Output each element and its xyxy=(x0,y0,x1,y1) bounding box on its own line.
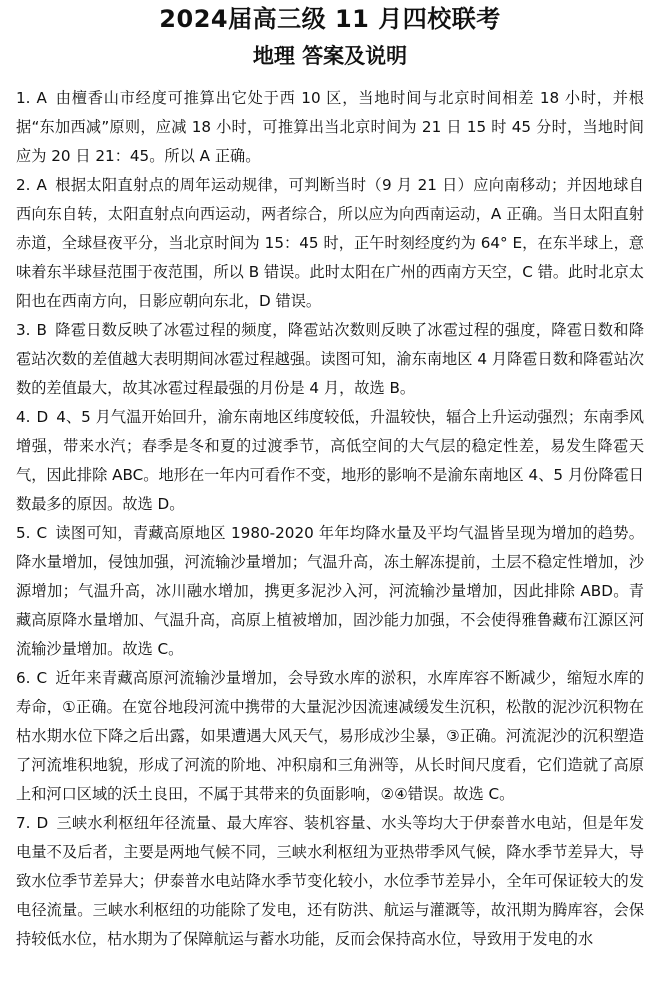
question-number: 2. xyxy=(16,176,31,194)
answer-item-7 xyxy=(16,809,644,954)
question-number: 3. xyxy=(16,321,31,339)
answer-explanation: 根据太阳直射点的周年运动规律，可判断当时（9 月 21 日）应向南移动；并因地球自西向东自转，太阳直射点向西运动，两者综合，所以应为向西南运动，A 正确。当日太阳直射赤道，全球昼夜平分，当北京时间为 15：45 时，正午时刻经度约为 64° E，在东半球上，意味着东半球昼范围于夜范围，所以 B 错误。此时太阳在广州的西南方天空，C 错。此时北京太阳也在西南方向，日影应朝向东北，D 错误。 xyxy=(16,176,644,310)
answer-list xyxy=(16,84,644,954)
answer-item-6 xyxy=(16,664,644,809)
page-title: 2024届高三级 11 月四校联考 xyxy=(159,5,501,33)
answer-letter: C xyxy=(36,524,48,542)
answer-explanation: 近年来青藏高原河流输沙量增加，会导致水库的淤积，水库库容不断减少，缩短水库的寿命，①正确。在宽谷地段河流中携带的大量泥沙因流速减缓发生沉积，松散的泥沙沉积物在枯水期水位下降之后出露，如果遭遇大风天气，易形成沙尘暴，③正确。河流泥沙的沉积塑造了河流堆积地貌，形成了河流的阶地、冲积扇和三角洲等，从长时间尺度看，它们造就了高原上和河口区域的沃土良田，不属于其带来的负面影响，②④错误。故选 C。 xyxy=(16,669,644,803)
answer-letter: C xyxy=(36,669,48,687)
question-number: 5. xyxy=(16,524,31,542)
question-number: 4. xyxy=(16,408,31,426)
answer-item-5 xyxy=(16,519,644,664)
answer-item-2 xyxy=(16,171,644,316)
answer-item-1 xyxy=(16,84,644,171)
answer-explanation: 降雹日数反映了冰雹过程的频度，降雹站次数则反映了冰雹过程的强度，降雹日数和降雹站次数的差值越大表明期间冰雹过程越强。读图可知，渝东南地区 4 月降雹日数和降雹站次数的差值最大，故其冰雹过程最强的月份是 4 月，故选 B。 xyxy=(16,321,644,397)
answer-explanation: 4、5 月气温开始回升，渝东南地区纬度较低，升温较快，辐合上升运动强烈；东南季风增强，带来水汽；春季是冬和夏的过渡季节，高低空间的大气层的稳定性差，易发生降雹天气，因此排除 ABC。地形在一年内可看作不变，地形的影响不是渝东南地区 4、5 月份降雹日数最多的原因。故选 D。 xyxy=(16,408,644,513)
answer-explanation: 三峡水利枢纽年径流量、最大库容、装机容量、水头等均大于伊泰普水电站，但是年发电量不及后者，主要是两地气候不同，三峡水利枢纽为亚热带季风气候，降水季节差异大，导致水位季节差异大；伊泰普水电站降水季节变化较小，水位季节差异小，全年可保证较大的发电径流量。三峡水利枢纽的功能除了发电，还有防洪、航运与灌溉等，故汛期为腾库容，会保持较低水位，枯水期为了保障航运与蓄水功能，反而会保持高水位，导致用于发电的水 xyxy=(16,814,644,948)
answer-item-3 xyxy=(16,316,644,403)
answer-letter: A xyxy=(36,89,47,107)
answer-letter: D xyxy=(36,814,49,832)
question-number: 1. xyxy=(16,89,31,107)
page-subtitle: 地理 答案及说明 xyxy=(252,44,408,68)
answer-explanation: 由檀香山市经度可推算出它处于西 10 区，当地时间与北京时间相差 18 小时，并根据“东加西减”原则，应减 18 小时，可推算出当北京时间为 21 日 15 时 45 分时，当地时间应为 20 日 21：45。所以 A 正确。 xyxy=(16,89,644,165)
answer-letter: D xyxy=(36,408,49,426)
answer-explanation: 读图可知，青藏高原地区 1980-2020 年年均降水量及平均气温皆呈现为增加的趋势。降水量增加，侵蚀加强，河流输沙量增加；气温升高，冻土解冻提前，土层不稳定性增加，沙源增加；气温升高，冰川融水增加，携更多泥沙入河，河流输沙量增加，因此排除 ABD。青藏高原降水量增加、气温升高，高原上植被增加，固沙能力加强，不会使得雅鲁藏布江源区河流输沙量增加。故选 C。 xyxy=(16,524,644,658)
question-number: 7. xyxy=(16,814,31,832)
answer-letter: A xyxy=(36,176,47,194)
question-number: 6. xyxy=(16,669,31,687)
answer-letter: B xyxy=(36,321,47,339)
answer-item-4 xyxy=(16,403,644,519)
